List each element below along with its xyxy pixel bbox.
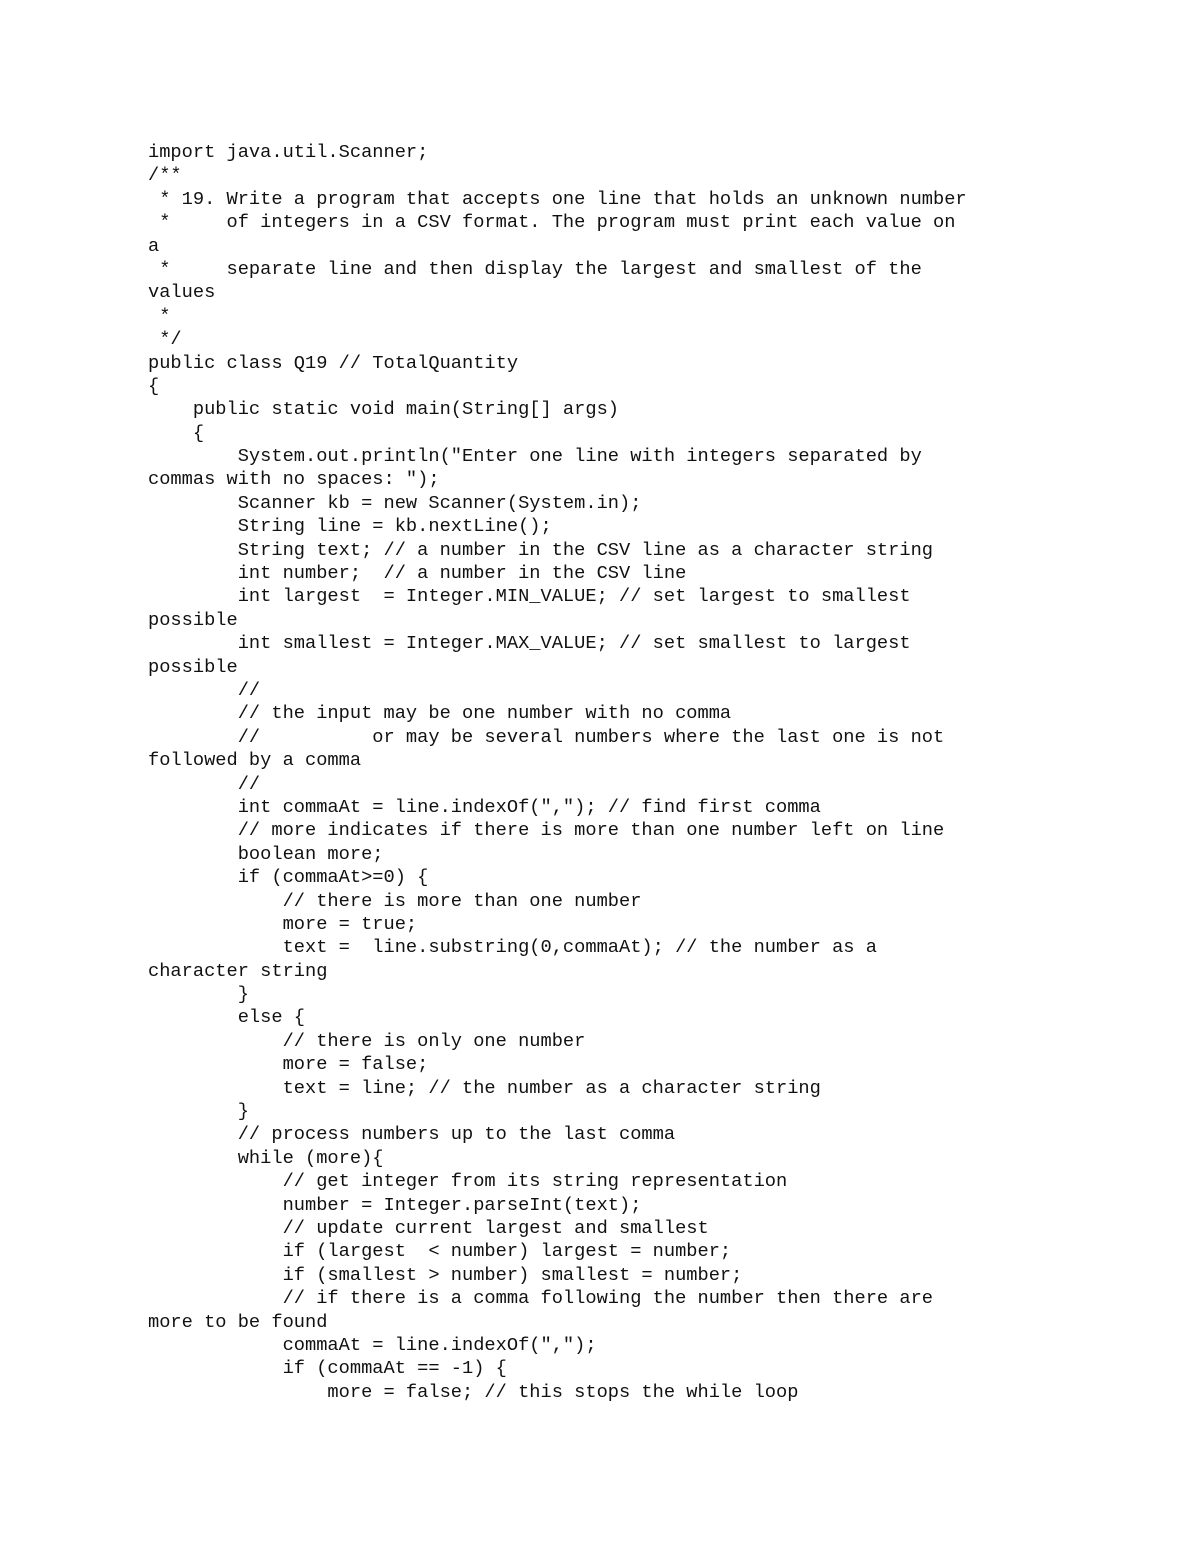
code-line: public class Q19 // TotalQuantity bbox=[148, 351, 519, 374]
code-line: more to be found bbox=[148, 1310, 328, 1333]
code-line: String text; // a number in the CSV line as a character string bbox=[148, 538, 934, 561]
code-line: else { bbox=[148, 1006, 306, 1029]
code-line: /** bbox=[148, 164, 182, 187]
code-line: more = false; // this stops the while loop bbox=[148, 1380, 799, 1403]
code-line: * of integers in a CSV format. The program must print each value on bbox=[148, 211, 956, 234]
code-line: commas with no spaces: "); bbox=[148, 468, 440, 491]
code-line: // update current largest and smallest bbox=[148, 1216, 709, 1239]
code-line: commaAt = line.indexOf(","); bbox=[148, 1333, 597, 1356]
code-line: int largest = Integer.MIN_VALUE; // set largest to smallest bbox=[148, 585, 911, 608]
code-line: // there is only one number bbox=[148, 1029, 586, 1052]
code-line: import java.util.Scanner; bbox=[148, 141, 429, 163]
code-listing bbox=[148, 141, 1108, 1404]
code-line: { bbox=[148, 374, 160, 397]
code-line: } bbox=[148, 1100, 249, 1123]
code-line: Scanner kb = new Scanner(System.in); bbox=[148, 491, 642, 514]
code-line: // process numbers up to the last comma bbox=[148, 1123, 676, 1146]
code-line: possible bbox=[148, 608, 238, 631]
code-line: // more indicates if there is more than one number left on line bbox=[148, 819, 945, 842]
code-line: if (commaAt>=0) { bbox=[148, 866, 429, 889]
code-line: System.out.println("Enter one line with integers separated by bbox=[148, 445, 922, 468]
code-line: followed by a comma bbox=[148, 749, 362, 772]
code-line: // the input may be one number with no comma bbox=[148, 702, 732, 725]
code-line: int commaAt = line.indexOf(","); // find first comma bbox=[148, 795, 821, 818]
code-line: // there is more than one number bbox=[148, 889, 642, 912]
code-line: */ bbox=[148, 328, 182, 351]
code-line: more = true; bbox=[148, 912, 418, 935]
code-line: if (commaAt == -1) { bbox=[148, 1357, 507, 1380]
code-line: int number; // a number in the CSV line bbox=[148, 562, 687, 585]
code-line: int smallest = Integer.MAX_VALUE; // set smallest to largest bbox=[148, 632, 911, 655]
code-line: * separate line and then display the largest and smallest of the bbox=[148, 257, 922, 280]
code-line: * 19. Write a program that accepts one line that holds an unknown number bbox=[148, 187, 967, 210]
code-line: number = Integer.parseInt(text); bbox=[148, 1193, 642, 1216]
code-line: more = false; bbox=[148, 1053, 429, 1076]
code-line: * bbox=[148, 304, 171, 327]
code-line: if (largest < number) largest = number; bbox=[148, 1240, 732, 1263]
code-line: // if there is a comma following the number then there are bbox=[148, 1287, 934, 1310]
code-line: possible bbox=[148, 655, 238, 678]
code-line: // bbox=[148, 678, 261, 701]
code-line: // or may be several numbers where the last one is not bbox=[148, 725, 945, 748]
code-line: text = line.substring(0,commaAt); // the number as a bbox=[148, 936, 877, 959]
code-line: character string bbox=[148, 959, 328, 982]
code-line: { bbox=[148, 421, 205, 444]
code-line: boolean more; bbox=[148, 842, 384, 865]
code-line: public static void main(String[] args) bbox=[148, 398, 620, 421]
code-line: // bbox=[148, 772, 261, 795]
code-line: } bbox=[148, 983, 249, 1006]
code-line: a bbox=[148, 234, 160, 257]
code-line: text = line; // the number as a character string bbox=[148, 1076, 821, 1099]
code-line: // get integer from its string representation bbox=[148, 1170, 788, 1193]
code-line: String line = kb.nextLine(); bbox=[148, 515, 552, 538]
code-line: values bbox=[148, 281, 216, 304]
code-line: if (smallest > number) smallest = number; bbox=[148, 1263, 743, 1286]
code-line: while (more){ bbox=[148, 1146, 384, 1169]
